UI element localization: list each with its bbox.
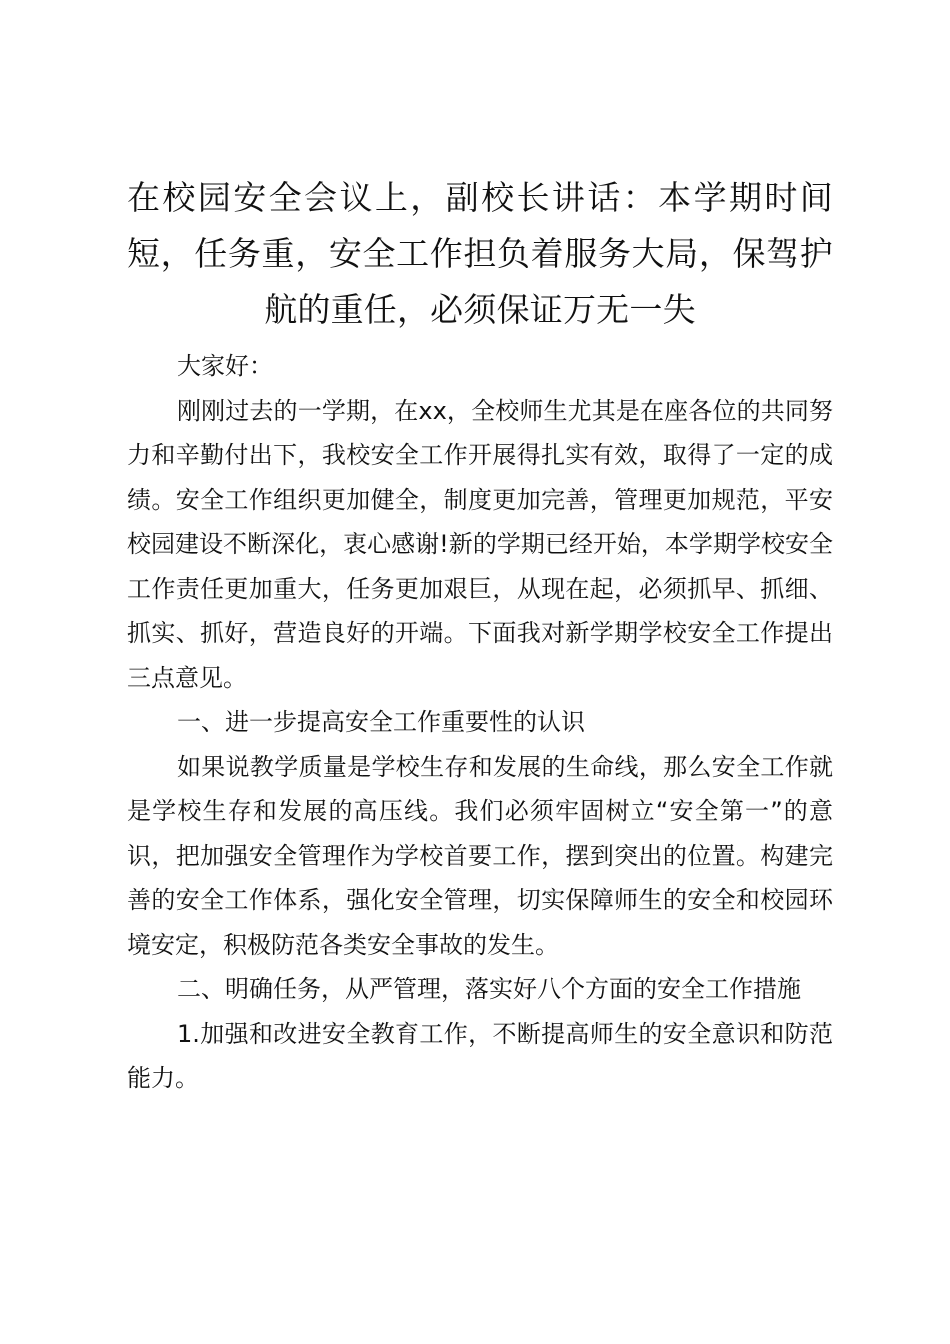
- document-title: 在校园安全会议上，副校长讲话：本学期时间短，任务重，安全工作担负着服务大局，保驾护航的重任，必须保证万无一失: [127, 178, 833, 329]
- section-1-paragraph: 如果说教学质量是学校生存和发展的生命线，那么安全工作就是学校生存和发展的高压线。我们必须牢固树立“安全第一”的意识，把加强安全管理作为学校首要工作，摆到突出的位置。构建完善的安全工作体系，强化安全管理，切实保障师生的安全和校园环境安定，积极防范各类安全事故的发生。: [127, 752, 833, 959]
- subsection-1-paragraph: 1.加强和改进安全教育工作，不断提高师生的安全意识和防范能力。: [127, 1019, 833, 1092]
- document-body: [127, 170, 833, 1101]
- intro-paragraph: 刚刚过去的一学期，在xx，全校师生尤其是在座各位的共同努力和辛勤付出下，我校安全工作开展得扎实有效，取得了一定的成绩。安全工作组织更加健全，制度更加完善，管理更加规范，平安校园建设不断深化，衷心感谢!新的学期已经开始，本学期学校安全工作责任更加重大，任务更加艰巨，从现在起，必须抓早、抓细、抓实、抓好，营造良好的开端。下面我对新学期学校安全工作提出三点意见。: [127, 396, 833, 692]
- section-heading-2: 二、明确任务，从严管理，落实好八个方面的安全工作措施: [177, 975, 801, 1003]
- section-heading-1: 一、进一步提高安全工作重要性的认识: [177, 708, 585, 736]
- greeting-paragraph: 大家好：: [177, 352, 273, 380]
